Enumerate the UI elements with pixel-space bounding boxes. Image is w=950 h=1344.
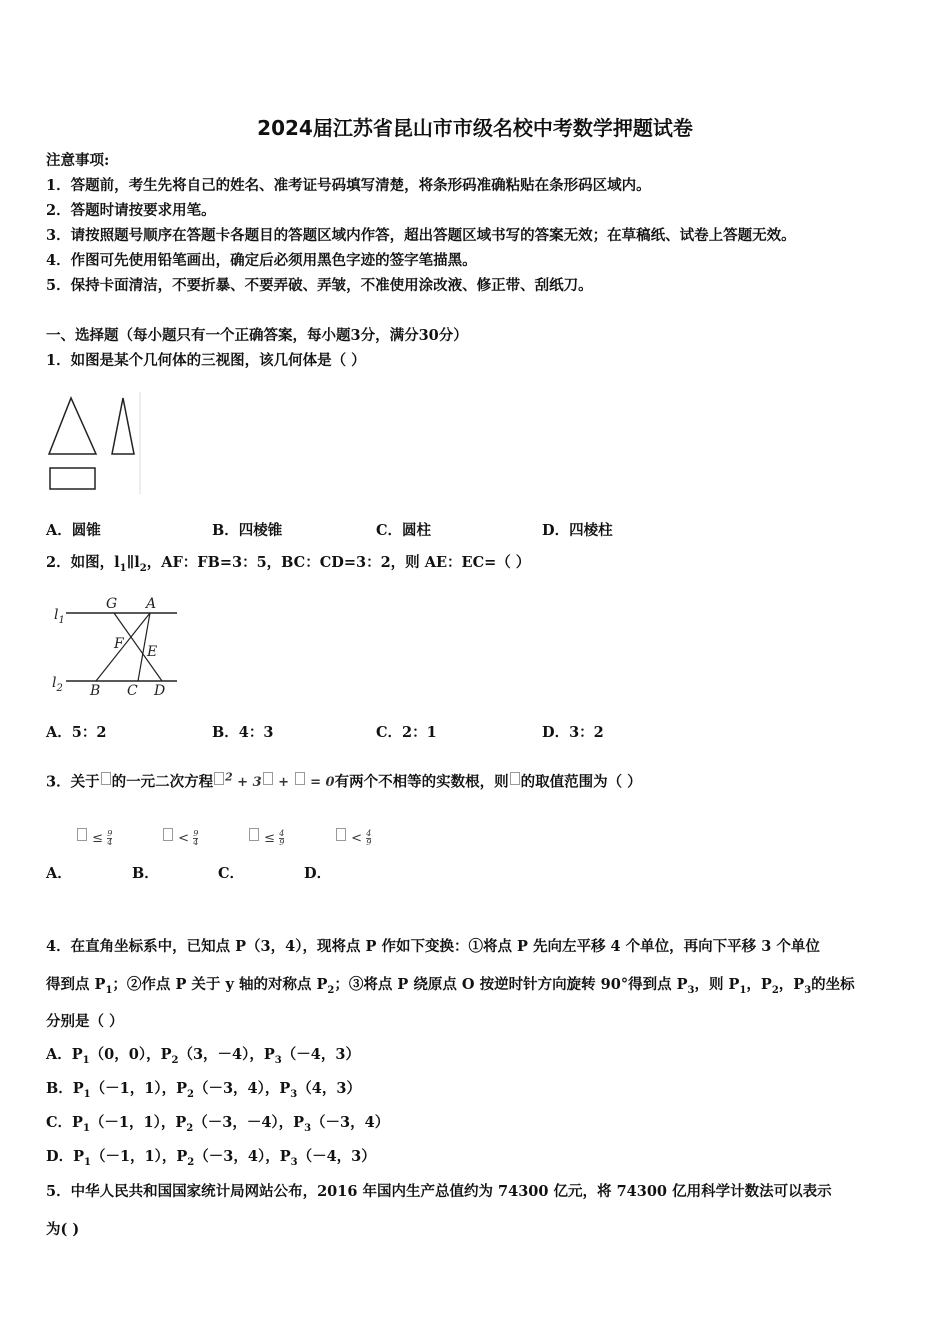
question-5-line-2: 为( ) <box>46 1221 80 1238</box>
q3-option-d[interactable]: D． <box>304 865 332 882</box>
three-view-figure <box>44 392 144 496</box>
section-heading: 一、选择题（每小题只有一个正确答案，每小题3分，满分30分） <box>46 327 468 344</box>
label-l2: $l_2$ <box>52 675 63 694</box>
parallel-lines-figure <box>44 592 184 702</box>
label-a: A <box>146 596 157 612</box>
q1-option-a[interactable]: A．圆锥 <box>46 522 101 539</box>
q3-option-b-formula: < $\frac{9}{4}$ <box>162 828 198 849</box>
q3-option-b[interactable]: B． <box>132 865 159 882</box>
label-b: B <box>90 683 101 699</box>
q3-option-c[interactable]: C． <box>218 865 245 882</box>
notice-item: 3．请按照题号顺序在答题卡各题目的答题区域内作答，超出答题区域书写的答案无效；在草稿纸、试卷上答题无效。 <box>46 227 796 244</box>
q3-option-d-formula: < $\frac{4}{9}$ <box>335 828 371 849</box>
q3-option-c-formula: ≤ $\frac{4}{9}$ <box>248 828 284 849</box>
q3-option-a[interactable]: A． <box>46 865 72 882</box>
q2-option-c[interactable]: C．2：1 <box>376 724 437 741</box>
q1-option-b[interactable]: B．四棱锥 <box>212 522 283 539</box>
label-g: G <box>106 596 118 612</box>
notice-heading: 注意事项: <box>46 152 110 169</box>
question-4-line-1: 4．在直角坐标系中，已知点 P（3，4），现将点 P 作如下变换：①将点 P 先向左平移 4 个单位，再向下平移 3 个单位 <box>46 938 820 955</box>
q2-option-b[interactable]: B．4：3 <box>212 724 274 741</box>
q4-option-b[interactable]: B．$P_1(-1$，1），$P_2(-3$，4），$P_3(4$，3） <box>46 1080 361 1100</box>
top-view-rectangle <box>50 468 95 489</box>
label-f: F <box>114 636 124 652</box>
label-l1: $l_1$ <box>54 607 65 626</box>
question-2-stem: 2．如图，$l_1\parallel l_2$，AF：FB=3：5，BC：CD=3：2，则 AE：EC=（ ） <box>46 554 531 574</box>
question-5-line-1: 5．中华人民共和国国家统计局网站公布，2016 年国内生产总值约为 74300 亿元，将 74300 亿用科学计数法可以表示 <box>46 1183 832 1200</box>
notice-item: 2．答题时请按要求用笔。 <box>46 202 216 219</box>
notice-item: 4．作图可先使用铅笔画出，确定后必须用黑色字迹的签字笔描黑。 <box>46 252 477 269</box>
question-1-stem: 1．如图是某个几何体的三视图，该几何体是（ ） <box>46 352 366 369</box>
q4-option-d[interactable]: D．$P_1(-1$，1），$P_2(-3$，4），$P_3(-4$，3） <box>46 1148 376 1168</box>
label-c: C <box>127 683 138 699</box>
variable-placeholder <box>101 772 111 785</box>
notice-item: 5．保持卡面清洁，不要折暴、不要弄破、弄皱，不准使用涂改液、修正带、刮纸刀。 <box>46 277 593 294</box>
label-e: E <box>147 644 158 660</box>
q4-option-a[interactable]: A．$P_1(0$，0），$P_2(3$，－4），$P_3(-4$，3） <box>46 1046 360 1066</box>
variable-placeholder <box>510 772 520 785</box>
q1-option-c[interactable]: C．圆柱 <box>376 522 432 539</box>
question-3-stem: 3．关于 的一元二次方程 $^2$ + 3 + = 0有两个不相等的实数根，则 的取值范围为（ ） <box>46 771 642 791</box>
quadratic-equation: $^2$ + 3 + = 0 <box>213 775 335 790</box>
front-view-triangle <box>49 398 96 454</box>
q3-option-a-formula: ≤ $\frac{9}{4}$ <box>76 828 112 849</box>
question-4-line-3: 分别是（ ） <box>46 1013 124 1030</box>
label-d: D <box>154 683 166 699</box>
question-4-line-2: 得到点 $P_1$；②作点 P 关于 y 轴的对称点 $P_2$；③将点 P 绕原点 O 按逆时针方向旋转 90°得到点 $P_3$，则 $P_1$，$P_2$，$P_3$的坐标 <box>46 976 855 996</box>
side-view-triangle <box>112 398 134 454</box>
q1-option-d[interactable]: D．四棱柱 <box>542 522 613 539</box>
q4-option-c[interactable]: C．$P_1(-1$，1），$P_2(-3$，－4），$P_3(-3$，4） <box>46 1114 390 1134</box>
page-title: 2024届江苏省昆山市市级名校中考数学押题试卷 <box>257 116 693 140</box>
q2-option-a[interactable]: A．5：2 <box>46 724 107 741</box>
notice-item: 1．答题前，考生先将自己的姓名、准考证号码填写清楚，将条形码准确粘贴在条形码区域内。 <box>46 177 651 194</box>
q2-option-d[interactable]: D．3：2 <box>542 724 604 741</box>
